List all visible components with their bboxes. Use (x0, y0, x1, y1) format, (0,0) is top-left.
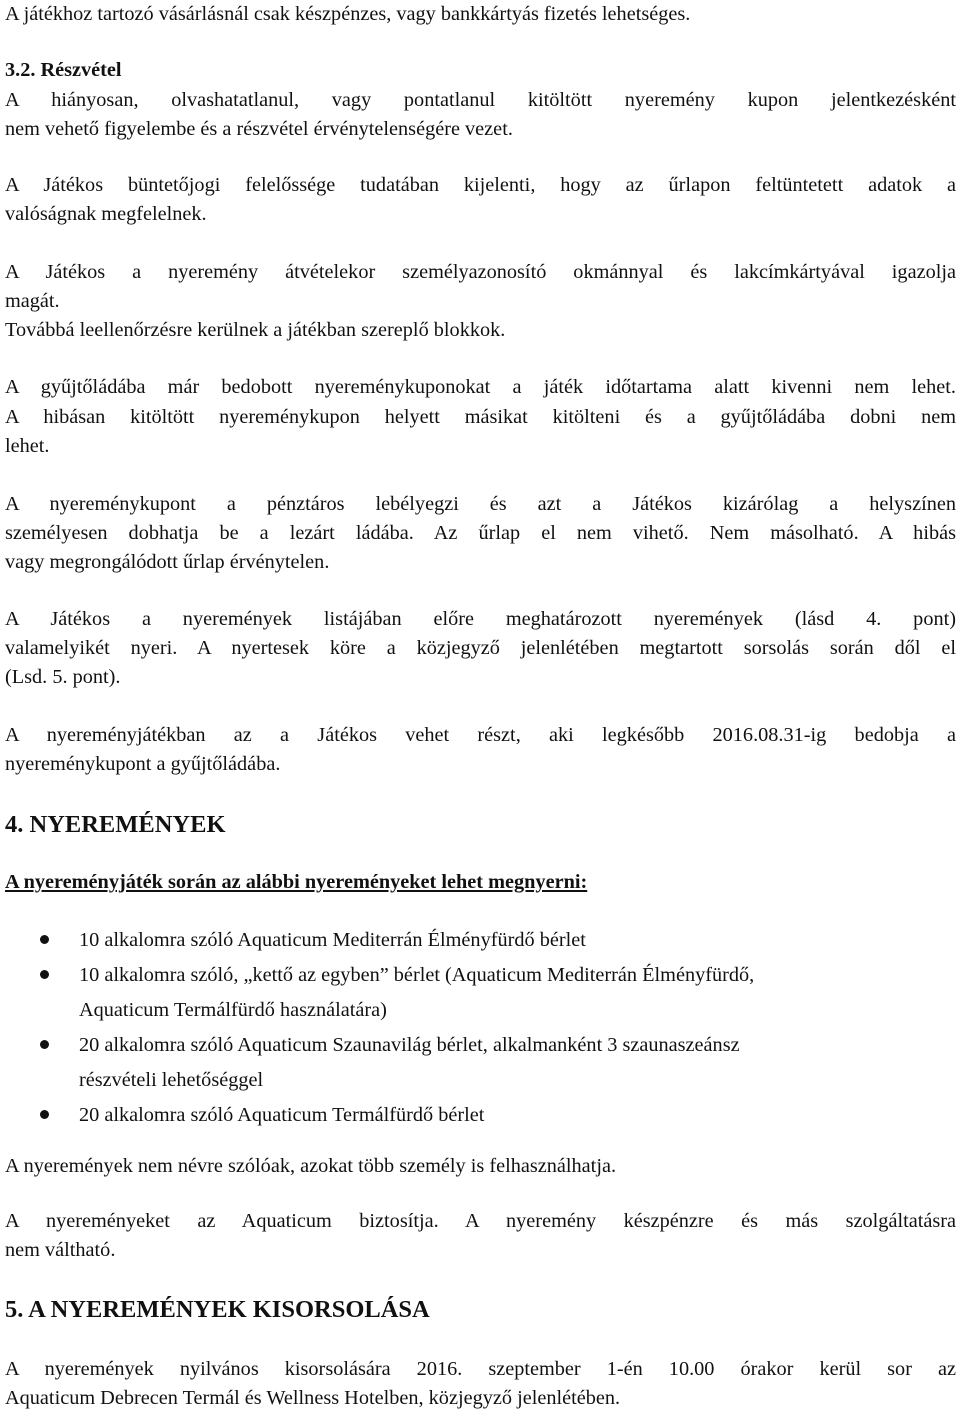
paragraph-line: nyereménykupont a gyűjtőládába. (5, 753, 281, 775)
paragraph-line: A nyeremények nyilvános kisorsolására 2016. szeptember 1-én 10.00 órakor kerül sor az (5, 1358, 956, 1380)
bullet-icon (40, 935, 49, 944)
section-5-title: 5. A NYEREMÉNYEK KISORSOLÁSA (5, 1296, 430, 1323)
prize-text: 10 alkalomra szóló, „kettő az egyben” bérlet (Aquaticum Mediterrán Élményfürdő, (79, 964, 755, 986)
prize-text-cont: Aquaticum Termálfürdő használatára) (79, 999, 387, 1021)
bullet-icon (40, 1110, 49, 1119)
paragraph-line: személyesen dobhatja be a lezárt ládába. Az űrlap el nem vihető. Nem másolható. A hibás (5, 522, 956, 544)
paragraph-line: valamelyikét nyeri. A nyertesek köre a közjegyző jelenlétében megtartott sorsolás során dől el (5, 637, 956, 659)
paragraph-line: A nyereménykupont a pénztáros lebélyegzi és azt a Játékos kizárólag a helyszínen (5, 493, 956, 515)
list-item (5, 923, 956, 958)
section-3-2-title: 3.2. Részvétel (5, 59, 122, 81)
bullet-icon (40, 970, 49, 979)
section-4-subtitle (5, 868, 956, 898)
list-item (5, 1028, 956, 1098)
prize-list (5, 923, 956, 1133)
intro-line: A játékhoz tartozó vásárlásnál csak készpénzes, vagy bankkártyás fizetés lehetséges. (5, 3, 691, 25)
paragraph-line: valóságnak megfelelnek. (5, 203, 207, 225)
paragraph-line: A hibásan kitöltött nyereménykupon helyett másikat kitölteni és a gyűjtőládába dobni nem (5, 406, 956, 428)
prizes-subtitle-text: A nyereményjáték során az alábbi nyereményeket lehet megnyerni: (5, 871, 588, 893)
prize-text: 10 alkalomra szóló Aquaticum Mediterrán Élményfürdő bérlet (79, 929, 586, 951)
paragraph-line: A hiányosan, olvashatatlanul, vagy pontatlanul kitöltött nyeremény kupon jelentkezésként (5, 89, 956, 111)
prize-text: 20 alkalomra szóló Aquaticum Szaunavilág bérlet, alkalmanként 3 szaunaszeánsz (79, 1034, 740, 1056)
paragraph-line: lehet. (5, 435, 50, 457)
paragraph-line: A gyűjtőládába már bedobott nyereménykuponokat a játék időtartama alatt kivenni nem lehet. (5, 376, 956, 398)
list-item (5, 1098, 956, 1133)
paragraph-line: Aquaticum Debrecen Termál és Wellness Hotelben, közjegyző jelenlétében. (5, 1387, 621, 1409)
section-4-title: 4. NYEREMÉNYEK (5, 811, 226, 838)
paragraph-line: (Lsd. 5. pont). (5, 666, 121, 688)
paragraph-line: nem vehető figyelembe és a részvétel érvénytelenségére vezet. (5, 118, 513, 140)
paragraph-line: vagy megrongálódott űrlap érvénytelen. (5, 551, 330, 573)
prize-text: 20 alkalomra szóló Aquaticum Termálfürdő bérlet (79, 1104, 485, 1126)
paragraph-line: Továbbá leellenőrzésre kerülnek a játékban szereplő blokkok. (5, 319, 506, 341)
prize-text-cont: részvételi lehetőséggel (79, 1069, 264, 1091)
bullet-icon (40, 1040, 49, 1049)
paragraph-line: A Játékos a nyeremény átvételekor személyazonosító okmánnyal és lakcímkártyával igazolja (5, 261, 956, 283)
paragraph-line: nem váltható. (5, 1239, 116, 1261)
paragraph-line: A nyereményeket az Aquaticum biztosítja. A nyeremény készpénzre és más szolgáltatásra (5, 1210, 956, 1232)
prizes-note: A nyeremények nem névre szólóak, azokat több személy is felhasználhatja. (5, 1155, 617, 1177)
paragraph-line: A Játékos a nyeremények listájában előre meghatározott nyeremények (lásd 4. pont) (5, 608, 956, 630)
list-item (5, 958, 956, 1028)
paragraph-line: magát. (5, 290, 60, 312)
paragraph-line: A Játékos büntetőjogi felelőssége tudatában kijelenti, hogy az űrlapon feltüntetett adatok a (5, 174, 956, 196)
paragraph-line: A nyereményjátékban az a Játékos vehet részt, aki legkésőbb 2016.08.31-ig bedobja a (5, 724, 956, 746)
